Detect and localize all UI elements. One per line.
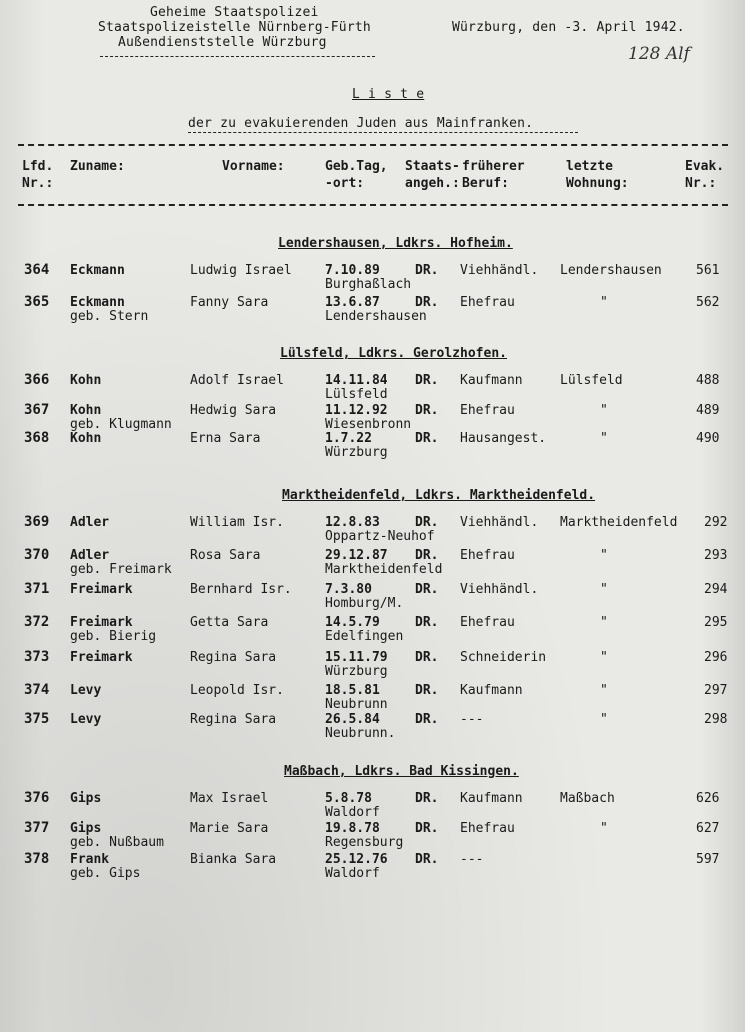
birth-place: Marktheidenfeld — [325, 562, 443, 577]
evacuation-number: 295 — [704, 615, 728, 630]
last-residence: " — [600, 403, 608, 418]
birth-place: Oppartz-Neuhof — [325, 529, 435, 544]
occupation: Kaufmann — [460, 373, 523, 388]
column-heading: Vorname: — [222, 159, 285, 174]
header-underline — [100, 56, 375, 57]
last-residence: Maßbach — [560, 791, 615, 806]
last-residence: " — [600, 712, 608, 727]
birth-place: Wiesenbronn — [325, 417, 412, 432]
evacuation-number: 294 — [704, 582, 728, 597]
handwritten-reference: 128 Alf — [628, 44, 690, 64]
last-residence: " — [600, 821, 608, 836]
column-heading: Lfd. — [22, 159, 54, 174]
occupation: --- — [460, 852, 484, 867]
birth-place: Würzburg — [325, 664, 388, 679]
last-residence: " — [600, 683, 608, 698]
birth-place: Waldorf — [325, 805, 380, 820]
evacuation-number: 626 — [696, 791, 720, 806]
row-number: 372 — [24, 614, 50, 630]
occupation: Ehefrau — [460, 403, 515, 418]
row-number: 365 — [24, 294, 50, 310]
occupation: Kaufmann — [460, 791, 523, 806]
given-name: Adolf Israel — [190, 373, 284, 388]
birth-place: Lülsfeld — [325, 387, 388, 402]
nationality: DR. — [415, 403, 439, 418]
nationality: DR. — [415, 515, 439, 530]
row-number: 375 — [24, 711, 50, 727]
evacuation-number: 292 — [704, 515, 728, 530]
column-heading: letzte — [566, 159, 613, 174]
column-heading-sub: -ort: — [325, 176, 365, 191]
birth-place: Waldorf — [325, 866, 380, 881]
row-number: 374 — [24, 682, 50, 698]
column-heading: Zuname: — [70, 159, 125, 174]
birth-place: Edelfingen — [325, 629, 404, 644]
row-number: 368 — [24, 430, 50, 446]
evacuation-number: 490 — [696, 431, 720, 446]
evacuation-number: 488 — [696, 373, 720, 388]
occupation: Ehefrau — [460, 295, 515, 310]
birth-date: 13.6.87 — [325, 295, 380, 310]
evacuation-number: 561 — [696, 263, 720, 278]
row-number: 369 — [24, 514, 50, 530]
given-name: Marie Sara — [190, 821, 269, 836]
row-number: 373 — [24, 649, 50, 665]
nationality: DR. — [415, 683, 439, 698]
given-name: Bianka Sara — [190, 852, 277, 867]
surname: Freimark — [70, 650, 133, 665]
surname: Adler — [70, 548, 110, 563]
subtitle-underline — [188, 132, 578, 133]
given-name: William Isr. — [190, 515, 284, 530]
occupation: Ehefrau — [460, 548, 515, 563]
maiden-name: geb. Bierig — [70, 629, 157, 644]
evacuation-number: 597 — [696, 852, 720, 867]
occupation: --- — [460, 712, 484, 727]
birth-date: 1.7.22 — [325, 431, 372, 446]
maiden-name: geb. Gips — [70, 866, 141, 881]
column-heading-sub: Nr.: — [685, 176, 717, 191]
occupation: Viehhändl. — [460, 515, 539, 530]
row-number: 376 — [24, 790, 50, 806]
birth-place: Homburg/M. — [325, 596, 404, 611]
maiden-name: geb. Nußbaum — [70, 835, 164, 850]
row-number: 367 — [24, 402, 50, 418]
evacuation-number: 489 — [696, 403, 720, 418]
given-name: Rosa Sara — [190, 548, 261, 563]
row-number: 370 — [24, 547, 50, 563]
evacuation-number: 627 — [696, 821, 720, 836]
section-heading: Maßbach, Ldkrs. Bad Kissingen. — [284, 764, 519, 779]
column-heading: Geb.Tag, — [325, 159, 388, 174]
last-residence: Marktheidenfeld — [560, 515, 678, 530]
nationality: DR. — [415, 615, 439, 630]
evacuation-number: 297 — [704, 683, 728, 698]
surname: Freimark — [70, 615, 133, 630]
surname: Gips — [70, 791, 102, 806]
surname: Levy — [70, 683, 102, 698]
surname: Gips — [70, 821, 102, 836]
section-heading: Lendershausen, Ldkrs. Hofheim. — [278, 236, 513, 251]
maiden-name: geb. Freimark — [70, 562, 172, 577]
occupation: Ehefrau — [460, 821, 515, 836]
birth-date: 5.8.78 — [325, 791, 372, 806]
evacuation-number: 293 — [704, 548, 728, 563]
birth-date: 14.5.79 — [325, 615, 380, 630]
given-name: Leopold Isr. — [190, 683, 284, 698]
birth-place: Würzburg — [325, 445, 388, 460]
given-name: Regina Sara — [190, 650, 277, 665]
given-name: Max Israel — [190, 791, 269, 806]
column-heading: früherer — [462, 159, 525, 174]
column-heading-sub: angeh.: — [405, 176, 460, 191]
birth-date: 19.8.78 — [325, 821, 380, 836]
birth-date: 14.11.84 — [325, 373, 388, 388]
nationality: DR. — [415, 821, 439, 836]
given-name: Hedwig Sara — [190, 403, 277, 418]
place-date: Würzburg, den -3. April 1942. — [452, 20, 685, 35]
header-rule-bottom — [18, 204, 728, 206]
birth-date: 26.5.84 — [325, 712, 380, 727]
org-line-3: Außendienststelle Würzburg — [118, 35, 327, 50]
nationality: DR. — [415, 431, 439, 446]
surname: Eckmann — [70, 295, 125, 310]
occupation: Schneiderin — [460, 650, 547, 665]
nationality: DR. — [415, 373, 439, 388]
last-residence: " — [600, 615, 608, 630]
column-heading: Evak. — [685, 159, 725, 174]
birth-date: 7.10.89 — [325, 263, 380, 278]
document-subtitle: der zu evakuierenden Juden aus Mainfranken. — [188, 116, 534, 131]
evacuation-number: 562 — [696, 295, 720, 310]
surname: Frank — [70, 852, 110, 867]
nationality: DR. — [415, 295, 439, 310]
row-number: 364 — [24, 262, 50, 278]
last-residence: " — [600, 582, 608, 597]
last-residence: Lülsfeld — [560, 373, 623, 388]
last-residence: " — [600, 431, 608, 446]
occupation: Kaufmann — [460, 683, 523, 698]
nationality: DR. — [415, 263, 439, 278]
nationality: DR. — [415, 582, 439, 597]
birth-date: 25.12.76 — [325, 852, 388, 867]
section-heading: Marktheidenfeld, Ldkrs. Marktheidenfeld. — [282, 488, 596, 503]
header-rule-top — [18, 144, 728, 146]
column-heading-sub: Beruf: — [462, 176, 509, 191]
birth-date: 11.12.92 — [325, 403, 388, 418]
given-name: Regina Sara — [190, 712, 277, 727]
surname: Adler — [70, 515, 110, 530]
birth-date: 18.5.81 — [325, 683, 380, 698]
occupation: Ehefrau — [460, 615, 515, 630]
birth-date: 29.12.87 — [325, 548, 388, 563]
occupation: Viehhändl. — [460, 263, 539, 278]
birth-place: Burghaßlach — [325, 277, 412, 292]
row-number: 371 — [24, 581, 50, 597]
surname: Kohn — [70, 373, 102, 388]
nationality: DR. — [415, 852, 439, 867]
occupation: Viehhändl. — [460, 582, 539, 597]
given-name: Getta Sara — [190, 615, 269, 630]
surname: Kohn — [70, 431, 102, 446]
nationality: DR. — [415, 548, 439, 563]
birth-place: Neubrunn. — [325, 726, 396, 741]
nationality: DR. — [415, 791, 439, 806]
column-heading: Staats- — [405, 159, 460, 174]
given-name: Fanny Sara — [190, 295, 269, 310]
surname: Eckmann — [70, 263, 125, 278]
section-heading: Lülsfeld, Ldkrs. Gerolzhofen. — [280, 346, 507, 361]
last-residence: " — [600, 295, 608, 310]
given-name: Erna Sara — [190, 431, 261, 446]
maiden-name: geb. Klugmann — [70, 417, 172, 432]
last-residence: " — [600, 650, 608, 665]
maiden-name: geb. Stern — [70, 309, 149, 324]
birth-date: 7.3.80 — [325, 582, 372, 597]
document-title: L i s t e — [352, 87, 425, 102]
row-number: 366 — [24, 372, 50, 388]
row-number: 378 — [24, 851, 50, 867]
birth-place: Regensburg — [325, 835, 404, 850]
given-name: Bernhard Isr. — [190, 582, 292, 597]
birth-date: 15.11.79 — [325, 650, 388, 665]
birth-place: Neubrunn — [325, 697, 388, 712]
occupation: Hausangest. — [460, 431, 547, 446]
column-heading-sub: Wohnung: — [566, 176, 629, 191]
surname: Levy — [70, 712, 102, 727]
given-name: Ludwig Israel — [190, 263, 292, 278]
last-residence: Lendershausen — [560, 263, 662, 278]
column-heading-sub: Nr.: — [22, 176, 54, 191]
nationality: DR. — [415, 712, 439, 727]
birth-place: Lendershausen — [325, 309, 427, 324]
nationality: DR. — [415, 650, 439, 665]
row-number: 377 — [24, 820, 50, 836]
org-line-1: Geheime Staatspolizei — [150, 5, 319, 20]
surname: Kohn — [70, 403, 102, 418]
evacuation-number: 296 — [704, 650, 728, 665]
org-line-2: Staatspolizeistelle Nürnberg-Fürth — [98, 20, 371, 35]
last-residence: " — [600, 548, 608, 563]
surname: Freimark — [70, 582, 133, 597]
evacuation-number: 298 — [704, 712, 728, 727]
birth-date: 12.8.83 — [325, 515, 380, 530]
